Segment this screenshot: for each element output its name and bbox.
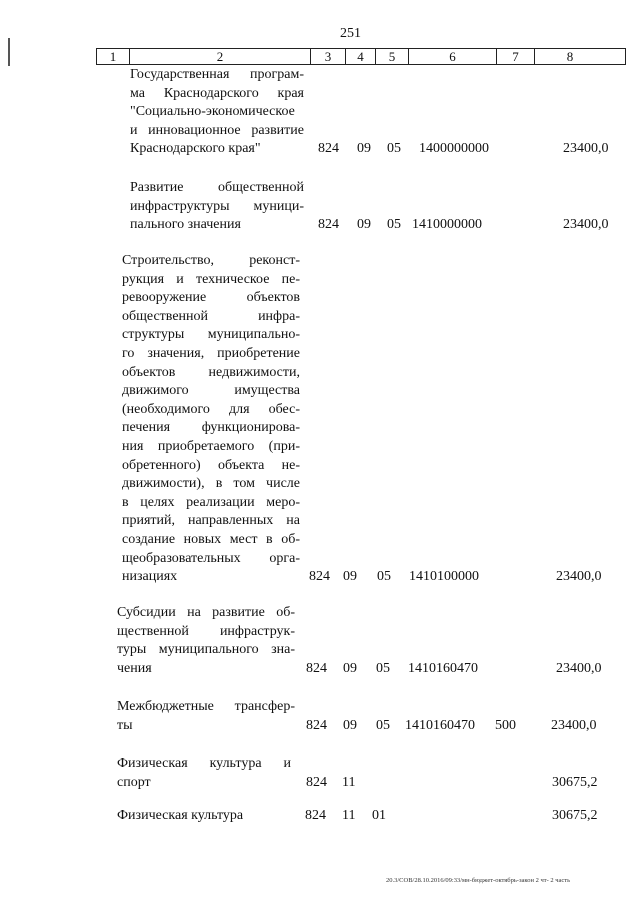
description-line: ревооружение объектов xyxy=(122,290,300,306)
description-line: пального значения xyxy=(130,217,241,233)
amount-cell: 23400,0 xyxy=(563,141,609,157)
description-line: структуры муниципально- xyxy=(122,327,300,343)
description-line: рукция и техническое пе- xyxy=(122,271,300,287)
row-description xyxy=(117,604,295,678)
code-target-article-cell: 1410000000 xyxy=(412,217,482,233)
header-col-4: 4 xyxy=(346,49,376,64)
description-line: низациях xyxy=(122,569,178,585)
code-target-article-cell: 1410160470 xyxy=(408,660,478,676)
code-subsection-cell: 05 xyxy=(387,217,401,233)
amount-cell: 30675,2 xyxy=(552,774,598,790)
description-line: (необходимого для обес- xyxy=(122,401,300,417)
code-ved-cell: 824 xyxy=(318,217,339,233)
code-target-article-cell: 1400000000 xyxy=(419,141,489,157)
description-line: общественной инфра- xyxy=(122,308,300,324)
code-section-cell: 09 xyxy=(343,717,357,733)
description-line: объектов недвижимости, xyxy=(122,364,300,380)
code-target-article-cell: 1410100000 xyxy=(409,569,479,585)
table-header xyxy=(96,48,626,65)
description-line: движимого имущества xyxy=(122,383,300,399)
description-line: Развитие общественной xyxy=(130,180,304,195)
code-subsection-cell: 05 xyxy=(387,141,401,157)
code-subsection-cell: 05 xyxy=(376,717,390,733)
description-line: ты xyxy=(117,717,133,733)
description-line: ния приобретаемого (при- xyxy=(122,438,300,454)
code-section-cell: 11 xyxy=(342,808,356,823)
code-section-cell: 09 xyxy=(357,217,371,233)
code-section-cell: 09 xyxy=(343,569,357,585)
code-ved-cell: 824 xyxy=(309,569,330,585)
page-number: 251 xyxy=(340,26,361,41)
amount-cell: 23400,0 xyxy=(551,717,597,733)
description-line: Государственная програм- xyxy=(130,67,304,82)
description-line: Межбюджетные трансфер- xyxy=(117,699,295,714)
description-line: Субсидии на развитие об- xyxy=(117,605,295,620)
code-section-cell: 09 xyxy=(357,141,371,157)
description-line: чения xyxy=(117,660,152,676)
code-subsection-cell: 05 xyxy=(376,660,390,676)
description-line: обретенного) объекта не- xyxy=(122,457,300,473)
description-line: инфраструктуры муници- xyxy=(130,198,304,214)
row-description xyxy=(130,66,304,159)
description-line: движимости), в том числе xyxy=(122,476,300,492)
description-line: приятий, направленных на xyxy=(122,513,300,529)
description-line: ма Краснодарского края xyxy=(130,85,304,101)
code-ved-cell: 824 xyxy=(306,717,327,733)
code-section-cell: 09 xyxy=(343,660,357,676)
description-line: "Социально-экономическое xyxy=(130,104,295,120)
description-line: Строительство, реконст- xyxy=(122,253,300,268)
code-subsection-cell: 01 xyxy=(372,808,386,823)
header-col-8: 8 xyxy=(566,49,574,64)
description-line: щеобразовательных орга- xyxy=(122,550,300,566)
row-description xyxy=(117,755,291,792)
description-line: печения функционирова- xyxy=(122,420,300,436)
footer-stamp: 20.3/СОВ/28.10.2016/09:33/мн-бюджет-октябрь-закон 2 чт- 2 часть xyxy=(386,877,571,884)
code-ved-cell: 824 xyxy=(306,660,327,676)
row-description xyxy=(117,698,295,735)
code-subsection-cell: 05 xyxy=(377,569,391,585)
description-line: Физическая культура и xyxy=(117,756,291,771)
header-col-6: 6 xyxy=(409,49,497,64)
row-description xyxy=(117,807,291,826)
code-section-cell: 11 xyxy=(342,774,356,790)
description-line: и инновационное развитие xyxy=(130,122,304,138)
header-col-7: 7 xyxy=(497,49,535,64)
amount-cell: 30675,2 xyxy=(552,808,598,823)
code-target-article-cell: 1410160470 xyxy=(405,717,475,733)
description-line: туры муниципального зна- xyxy=(117,642,295,658)
header-col-2: 2 xyxy=(130,49,311,64)
description-line: Краснодарского края" xyxy=(130,141,261,157)
code-ved-cell: 824 xyxy=(305,808,326,823)
description-line: в целях реализации меро- xyxy=(122,494,300,510)
code-ved-cell: 824 xyxy=(306,774,327,790)
binder-margin-line xyxy=(8,38,10,66)
row-description xyxy=(130,179,304,235)
header-col-5: 5 xyxy=(376,49,409,64)
description-line: спорт xyxy=(117,774,151,790)
header-col-1: 1 xyxy=(97,49,130,64)
code-ved-cell: 824 xyxy=(318,141,339,157)
description-line: го значения, приобретение xyxy=(122,345,300,361)
amount-cell: 23400,0 xyxy=(563,217,609,233)
header-col-3: 3 xyxy=(311,49,346,64)
description-line: щественной инфраструк- xyxy=(117,623,295,639)
amount-cell: 23400,0 xyxy=(556,660,602,676)
code-expense-type-cell: 500 xyxy=(495,717,516,733)
row-description xyxy=(122,252,300,587)
description-line: создание новых мест в об- xyxy=(122,531,300,547)
description-line: Физическая культура xyxy=(117,808,244,823)
amount-cell: 23400,0 xyxy=(556,569,602,585)
